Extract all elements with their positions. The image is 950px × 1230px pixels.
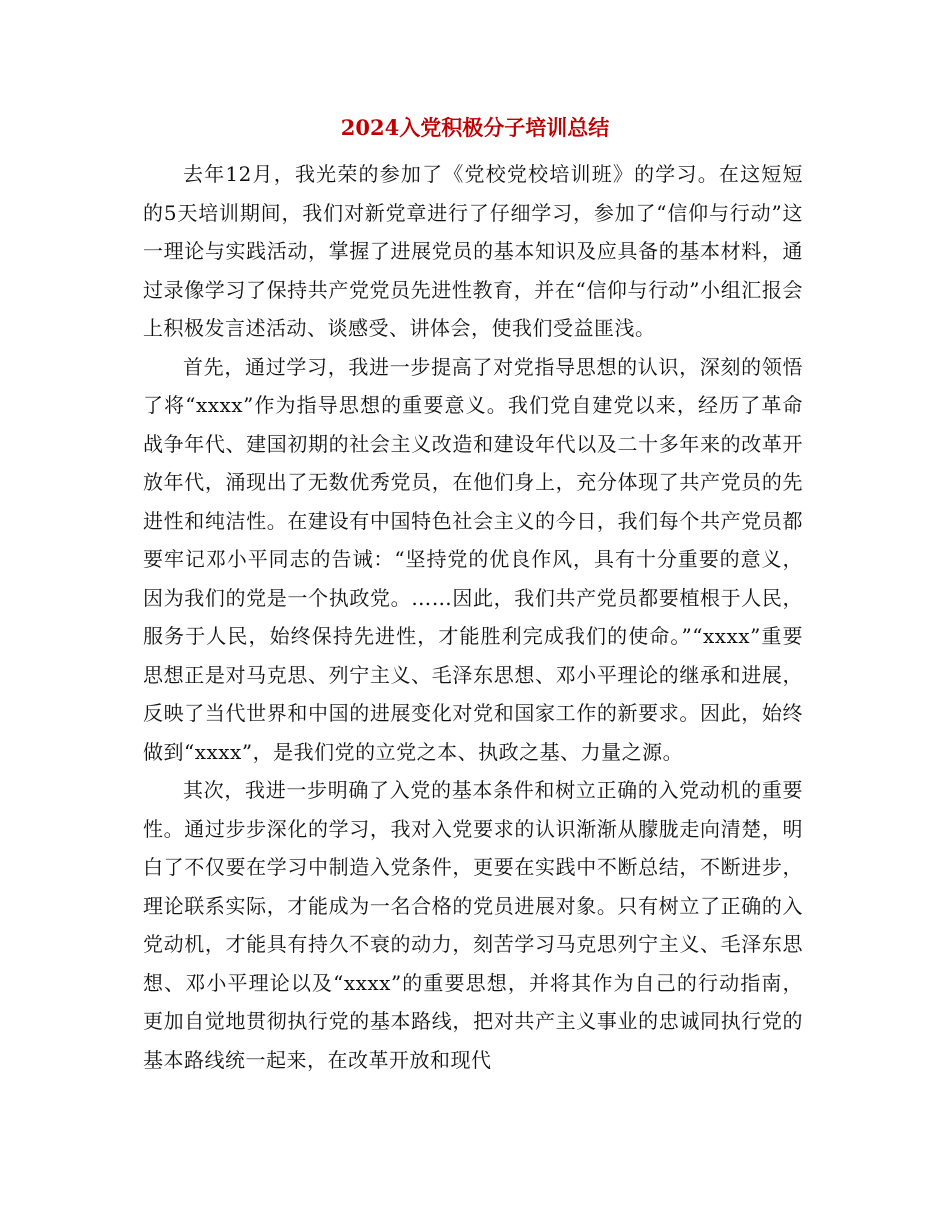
paragraph-2: 首先，通过学习，我进一步提高了对党指导思想的认识，深刻的领悟了将“xxxx”作为指导思想的重要意义。我们党自建党以来，经历了革命战争年代、建国初期的社会主义改造和建设年代以及二十多年来的改革开放年代，涌现出了无数优秀党员，在他们身上，充分体现了共产党员的先进性和纯洁性。在建设有中国特色社会主义的今日，我们每个共产党员都要牢记邓小平同志的告诫：“坚持党的优良作风，具有十分重要的意义，因为我们的党是一个执政党。……因此，我们共产党员都要植根于人民，服务于人民，始终保持先进性，才能胜利完成我们的使命。”“xxxx”重要思想正是对马克思、列宁主义、毛泽东思想、邓小平理论的继承和进展，反映了当代世界和中国的进展变化对党和国家工作的新要求。因此，始终做到“xxxx”，是我们党的立党之本、执政之基、力量之源。	[143, 354, 803, 764]
document-title: 2024入党积极分子培训总结	[340, 115, 610, 140]
paragraph-3: 其次，我进一步明确了入党的基本条件和树立正确的入党动机的重要性。通过步步深化的学习，我对入党要求的认识渐渐从朦胧走向清楚，明白了不仅要在学习中制造入党条件，更要在实践中不断总结，不断进步，理论联系实际，才能成为一名合格的党员进展对象。只有树立了正确的入党动机，才能具有持久不衰的动力，刻苦学习马克思列宁主义、毛泽东思想、邓小平理论以及“xxxx”的重要思想，并将其作为自己的行动指南，更加自觉地贯彻执行党的基本路线，把对共产主义事业的忠诚同执行党的基本路线统一起来，在改革开放和现代	[143, 778, 803, 1072]
document-body	[143, 155, 803, 1079]
paragraph-1: 去年12月，我光荣的参加了《党校党校培训班》的学习。在这短短的5天培训期间，我们对新党章进行了仔细学习，参加了“信仰与行动”这一理论与实践活动，掌握了进展党员的基本知识及应具备的基本材料，通过录像学习了保持共产党党员先进性教育，并在“信仰与行动”小组汇报会上积极发言述活动、谈感受、讲体会，使我们受益匪浅。	[143, 162, 803, 340]
